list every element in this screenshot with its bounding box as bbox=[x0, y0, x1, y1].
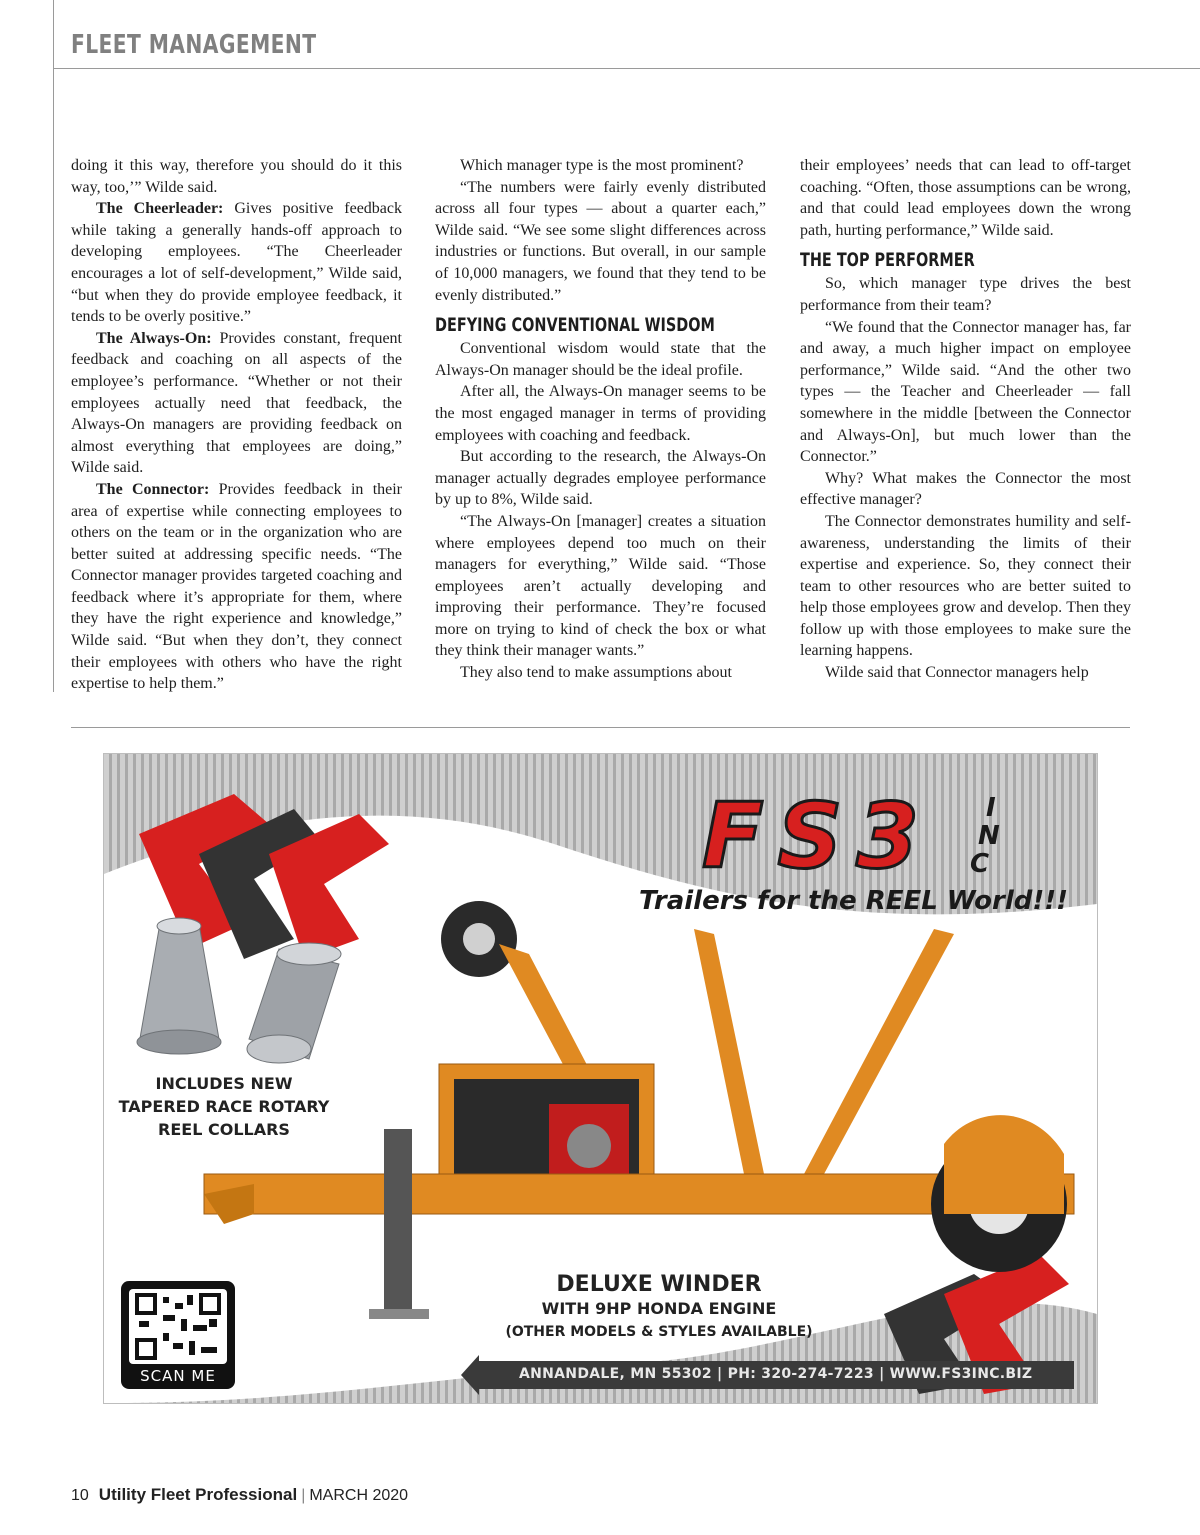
term-connector: The Connector: bbox=[96, 480, 210, 498]
paragraph: The Cheerleader: Gives positive feedback while taking a generally hands-off approach to developing employees. “The Cheerleader encourages a lot of self-development,” Wilde said, “but when they do provide employee feedback, it tends to be overly positive.” bbox=[71, 200, 402, 326]
subheading: DEFYING CONVENTIONAL WISDOM bbox=[435, 314, 715, 337]
paragraph: Which manager type is the most prominent? bbox=[460, 157, 744, 174]
magazine-name: Utility Fleet Professional bbox=[98, 1485, 298, 1504]
paragraph: After all, the Always-On manager seems to be the most engaged manager in terms of providing employees with coaching and feedback. bbox=[435, 383, 766, 444]
article-column-2 bbox=[435, 155, 766, 684]
ad-divider-rule bbox=[71, 727, 1130, 728]
qr-code[interactable] bbox=[121, 1281, 235, 1389]
contact-banner[interactable] bbox=[479, 1361, 1074, 1389]
margin-rule bbox=[53, 0, 54, 692]
product-note: (OTHER MODELS & STYLES AVAILABLE) bbox=[505, 1324, 813, 1340]
product-subtitle: WITH 9HP HONDA ENGINE bbox=[541, 1299, 777, 1318]
term-always-on: The Always-On: bbox=[96, 329, 212, 347]
paragraph: Conventional wisdom would state that the Always-On manager should be the ideal profile. bbox=[435, 340, 766, 379]
page-number: 10 bbox=[71, 1487, 89, 1504]
issue-date: MARCH 2020 bbox=[309, 1487, 409, 1504]
paragraph: The Connector: Provides feedback in their area of expertise while connecting employees to others on the team or in the organization who are better suited at addressing specific needs. “The Connector manager provides targeted coaching and feedback where it’s appropriate for them, where they have the right experience and knowledge,” Wilde said. “But when they don’t, they connect their employees with others who have the right expertise to help them.” bbox=[71, 480, 403, 693]
paragraph: So, which manager type drives the best performance from their team? bbox=[800, 275, 1131, 314]
subheading: THE TOP PERFORMER bbox=[800, 249, 975, 272]
contact-text: ANNANDALE, MN 55302 | PH: 320-274-7223 | WWW.FS3INC.BIZ bbox=[519, 1366, 1033, 1382]
paragraph: their employees’ needs that can lead to off-target coaching. “Often, those assumptions can be wrong, and that could lead employees down the wrong path, hurting performance,” Wilde said. bbox=[800, 157, 1131, 239]
paragraph: “The numbers were fairly evenly distributed across all four types — about a quarter each,” Wilde said. “We see some slight differences across industries or functions. But overall, in our sample of 10,000 managers, we found that they tend to be evenly distributed.” bbox=[435, 178, 766, 304]
paragraph: Why? What makes the Connector the most effective manager? bbox=[800, 469, 1131, 509]
includes-callout: INCLUDES NEW TAPERED RACE ROTARY REEL COLLARS bbox=[118, 1074, 330, 1139]
arrow-left-icon bbox=[461, 1355, 479, 1395]
brand-logo: FS3 bbox=[702, 784, 933, 889]
page-footer bbox=[71, 1485, 408, 1505]
paragraph: The Connector demonstrates humility and self-awareness, understanding the limits of their expertise and experience. So, they connect their team to other resources who are better suited to help those employees grow and develop. Then they follow up with those employees to make sure the learning happens. bbox=[800, 512, 1131, 660]
section-label: FLEET MANAGEMENT bbox=[71, 30, 317, 60]
term-cheerleader: The Cheerleader: bbox=[96, 200, 224, 218]
advertisement[interactable] bbox=[103, 753, 1098, 1404]
header-rule bbox=[53, 68, 1200, 69]
article-column-1 bbox=[71, 155, 402, 695]
paragraph: They also tend to make assumptions about bbox=[460, 664, 732, 682]
paragraph: But according to the research, the Always-On manager actually degrades employee performance by up to 8%, Wilde said. bbox=[435, 448, 766, 509]
ad-tagline: Trailers for the REEL World!!! bbox=[639, 886, 1068, 916]
paragraph: “We found that the Connector manager has, far and away, a much higher impact on employee performance,” Wilde said. “And the other two types — the Teacher and Cheerleader — fall somewhere in the middle [between the Connector and Always-On], but much lower than the Connector.” bbox=[800, 318, 1131, 466]
paragraph: “The Always-On [manager] creates a situation where employees depend too much on their managers for everything,” Wilde said. “Those employees aren’t actually developing and improving their performance. They’re focused more on trying to kind of check the box or what they think their manager wants.” bbox=[435, 512, 766, 660]
product-caption bbox=[434, 1272, 884, 1344]
paragraph: The Always-On: Provides constant, frequent feedback and coaching on all aspects of the employee’s performance. “Whether or not their employees actually need that feedback, the Always-On managers are providing feedback on almost everything that employees are doing,” Wilde said. bbox=[71, 329, 403, 477]
qr-code-pattern bbox=[129, 1289, 227, 1364]
paragraph: doing it this way, therefore you should do it this way, too,’” Wilde said. bbox=[71, 157, 402, 196]
product-title: DELUXE WINDER bbox=[556, 1272, 762, 1297]
paragraph: Wilde said that Connector managers help bbox=[825, 664, 1089, 682]
article-column-3 bbox=[800, 155, 1131, 684]
qr-label: SCAN ME bbox=[140, 1367, 216, 1385]
brand-inc: I N C bbox=[970, 793, 1000, 879]
footer-separator: | bbox=[301, 1487, 306, 1504]
